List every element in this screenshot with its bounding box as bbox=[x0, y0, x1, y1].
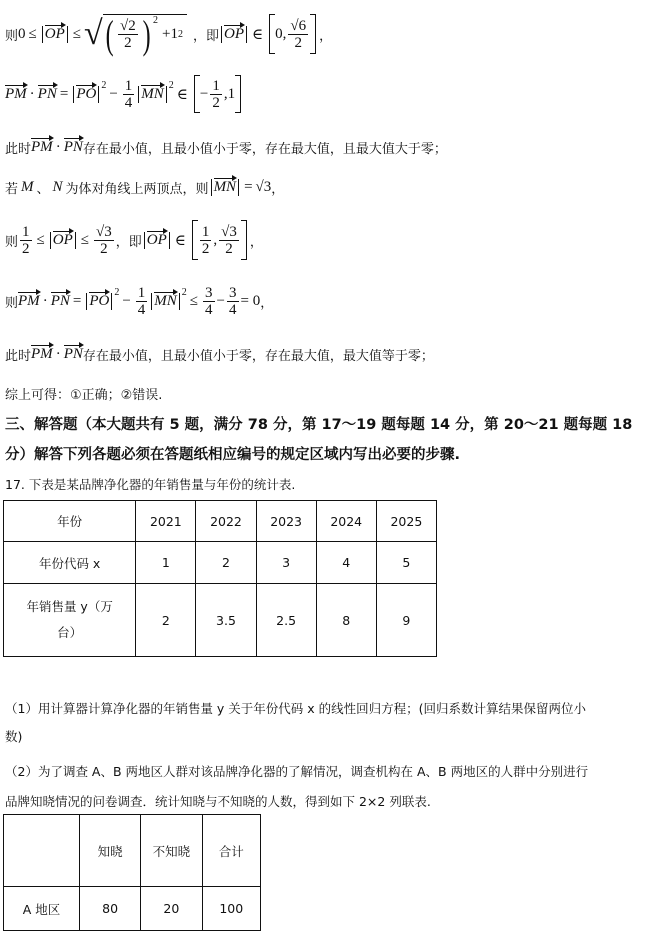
plus-term: +1 bbox=[162, 26, 179, 42]
question-17-text: 17. 下表是某品牌净化器的年销售量与年份的统计表. bbox=[5, 477, 296, 492]
punct: , bbox=[213, 231, 218, 248]
table-row bbox=[4, 887, 261, 931]
table-cell: 9 bbox=[376, 584, 436, 657]
vector-pn: PN bbox=[50, 292, 70, 309]
frac-num: 1 bbox=[212, 77, 220, 94]
part-2-text: （2）为了调查 A、B 两地区人群对该品牌净化器的了解情况，调查机构在 A、B 两地区的人群中分别进行 bbox=[5, 764, 589, 779]
vector-op: OP bbox=[224, 25, 245, 42]
frac-num: √3 bbox=[221, 223, 237, 240]
section-heading-line-2 bbox=[5, 443, 460, 463]
sqrt-expression: √ ( $\frac{√2}{2}$ ) 2 +1 2 bbox=[84, 14, 187, 55]
frac-den: 2 bbox=[22, 240, 30, 257]
vector-pm: PM bbox=[18, 292, 40, 309]
part-2-text-cont: 品牌知晓情况的问卷调查．统计知晓与不知晓的人数，得到如下 2×2 列联表. bbox=[5, 794, 431, 809]
op-le: ≤ bbox=[36, 231, 45, 248]
frac-num: 1 bbox=[201, 223, 210, 240]
exponent: 2 bbox=[101, 80, 107, 91]
vector-pm: PM bbox=[31, 345, 53, 362]
table-cell: 年份 bbox=[4, 501, 136, 542]
punct: ， bbox=[319, 28, 333, 44]
op-dot: · bbox=[55, 345, 61, 362]
section-heading-line-1 bbox=[5, 413, 632, 433]
frac-den: 2 bbox=[212, 94, 220, 111]
op-dot: · bbox=[42, 292, 48, 309]
exponent: 2 bbox=[114, 287, 120, 298]
frac-den: 4 bbox=[137, 301, 146, 318]
table-cell: 不知晓 bbox=[141, 815, 202, 887]
table-cell: 2025 bbox=[376, 501, 436, 542]
table-row bbox=[4, 542, 437, 584]
frac-den: 2 bbox=[201, 240, 210, 257]
text-ze: 则 bbox=[5, 234, 19, 250]
table-cell bbox=[4, 584, 136, 657]
table-cell: 2023 bbox=[256, 501, 316, 542]
text-sep: ，即 bbox=[115, 234, 142, 250]
vector-mn: MN bbox=[141, 85, 164, 102]
frac-num: 3 bbox=[205, 284, 213, 301]
math-line-6 bbox=[5, 281, 273, 321]
math-line-2 bbox=[5, 74, 244, 114]
vector-op: OP bbox=[44, 25, 65, 42]
op-in: ∈ bbox=[252, 26, 264, 43]
table-cell: 4 bbox=[316, 542, 376, 584]
conclusion-text: 综上可得：①正确；②错误. bbox=[5, 387, 163, 403]
frac-den: 2 bbox=[294, 34, 302, 51]
table-cell: 合计 bbox=[202, 815, 260, 887]
table-cell: 80 bbox=[79, 887, 140, 931]
math-line-5 bbox=[5, 218, 263, 262]
text-body: 为体对角线上两顶点，则 bbox=[65, 181, 209, 197]
frac-num: 1 bbox=[22, 223, 30, 240]
table-cell bbox=[4, 815, 80, 887]
interval bbox=[194, 75, 241, 113]
table-cell: 100 bbox=[202, 887, 260, 931]
vector-pn: PN bbox=[63, 345, 83, 362]
text-ze: 则 bbox=[5, 28, 19, 44]
part-1-line-2 bbox=[5, 727, 22, 745]
text-prefix: 此时 bbox=[5, 141, 32, 157]
interval-right: ,1 bbox=[223, 85, 236, 102]
frac-num: √2 bbox=[119, 18, 136, 34]
table-cell: 1 bbox=[136, 542, 196, 584]
op-le: ≤ bbox=[72, 25, 81, 42]
part-2-line-2 bbox=[5, 792, 431, 810]
exponent: 2 bbox=[153, 14, 159, 26]
text-body: 存在最小值，且最小值小于零，存在最大值，且最大值大于零； bbox=[82, 141, 447, 157]
exponent: 2 bbox=[181, 287, 187, 298]
text-prefix: 若 bbox=[5, 181, 19, 197]
vector-pm: PM bbox=[5, 85, 27, 102]
table-cell: 2024 bbox=[316, 501, 376, 542]
conclusion-line bbox=[5, 384, 162, 402]
punct: 、 bbox=[36, 181, 50, 197]
vector-pm: PM bbox=[31, 138, 53, 155]
sqrt-value: √3 bbox=[255, 178, 272, 195]
cell-text: 台） bbox=[57, 625, 83, 640]
table-cell: A 地区 bbox=[4, 887, 80, 931]
table-cell: 2 bbox=[136, 584, 196, 657]
frac-num: √6 bbox=[290, 17, 307, 34]
interval bbox=[192, 220, 247, 260]
frac-num: √3 bbox=[95, 223, 112, 240]
interval bbox=[269, 14, 316, 54]
cell-text: 年销售量 y（万 bbox=[26, 599, 113, 614]
text-ze: 则 bbox=[5, 295, 19, 311]
table-cell: 知晓 bbox=[79, 815, 140, 887]
vector-mn: MN bbox=[213, 178, 237, 195]
section-heading: 三、解答题（本大题共有 5 题，满分 78 分，第 17～19 题每题 14 分，第 20～21 题每题 18 bbox=[5, 416, 633, 433]
frac-num: 1 bbox=[137, 284, 146, 301]
text-sep: ，即 bbox=[193, 28, 220, 44]
frac-den: 2 bbox=[225, 240, 233, 257]
frac-den: 4 bbox=[124, 94, 133, 111]
text-line-7 bbox=[5, 343, 434, 365]
text-prefix: 此时 bbox=[5, 348, 32, 364]
sales-table bbox=[3, 500, 437, 657]
part-1-text-cont: 数) bbox=[5, 729, 23, 744]
op-dot: · bbox=[55, 138, 61, 155]
op-in: ∈ bbox=[176, 86, 188, 103]
frac-den: 4 bbox=[229, 301, 237, 318]
neg-sign: − bbox=[199, 85, 209, 102]
table-row bbox=[4, 584, 437, 657]
result-zero: = 0 bbox=[240, 292, 261, 309]
var-m: M bbox=[21, 178, 34, 195]
frac-den: 4 bbox=[205, 301, 213, 318]
vector-pn: PN bbox=[63, 138, 83, 155]
table-cell: 2022 bbox=[196, 501, 256, 542]
frac-den: 2 bbox=[100, 240, 108, 257]
op-in: ∈ bbox=[174, 232, 186, 249]
contingency-table bbox=[3, 814, 261, 931]
question-17-line bbox=[5, 475, 295, 493]
table-cell: 3.5 bbox=[196, 584, 256, 657]
op-eq: = bbox=[59, 85, 69, 102]
part-2-line-1 bbox=[5, 762, 588, 780]
exponent: 2 bbox=[178, 29, 184, 40]
table-cell: 2.5 bbox=[256, 584, 316, 657]
math-line-1 bbox=[5, 12, 332, 56]
table-cell: 2021 bbox=[136, 501, 196, 542]
op-le: ≤ bbox=[189, 292, 199, 309]
vector-pn: PN bbox=[37, 85, 57, 102]
op-dot: · bbox=[29, 85, 35, 102]
frac-num: 3 bbox=[229, 284, 237, 301]
op-minus: − bbox=[216, 292, 225, 309]
table-row bbox=[4, 815, 261, 887]
op-eq: = bbox=[244, 178, 253, 195]
exponent: 2 bbox=[168, 80, 174, 91]
text-body: 存在最小值，且最小值小于零，存在最大值，最大值等于零； bbox=[82, 348, 434, 364]
table-row bbox=[4, 501, 437, 542]
table-cell: 2 bbox=[196, 542, 256, 584]
op-minus: − bbox=[122, 292, 131, 309]
vector-mn: MN bbox=[154, 292, 177, 309]
op-eq: = bbox=[72, 292, 82, 309]
op-minus: − bbox=[109, 85, 118, 102]
part-1-text: （1）用计算器计算净化器的年销售量 y 关于年份代码 x 的线性回归方程；(回归系数计算结果保留两位小 bbox=[5, 701, 587, 716]
vector-po: PO bbox=[76, 85, 97, 102]
text-line-4 bbox=[5, 176, 284, 198]
interval-left: 0, bbox=[275, 25, 287, 42]
punct: ， bbox=[271, 181, 285, 197]
vector-po: PO bbox=[89, 292, 110, 309]
op-le: ≤ bbox=[80, 231, 89, 248]
frac-den: 2 bbox=[124, 35, 132, 51]
op-le: ≤ bbox=[28, 25, 37, 42]
table-cell: 3 bbox=[256, 542, 316, 584]
frac-num: 1 bbox=[124, 77, 133, 94]
punct: ， bbox=[249, 234, 263, 250]
text-line-3 bbox=[5, 136, 447, 158]
table-cell: 20 bbox=[141, 887, 202, 931]
section-heading-cont: 分）解答下列各题必须在答题纸相应编号的规定区域内写出必要的步骤. bbox=[5, 446, 461, 463]
part-1-line-1 bbox=[5, 699, 586, 717]
var-n: N bbox=[52, 178, 63, 195]
vector-op: OP bbox=[146, 231, 167, 248]
table-cell: 年份代码 x bbox=[4, 542, 136, 584]
num: 0 bbox=[18, 25, 26, 42]
table-cell: 5 bbox=[376, 542, 436, 584]
punct: ， bbox=[260, 295, 274, 311]
vector-op: OP bbox=[52, 231, 73, 248]
table-cell: 8 bbox=[316, 584, 376, 657]
